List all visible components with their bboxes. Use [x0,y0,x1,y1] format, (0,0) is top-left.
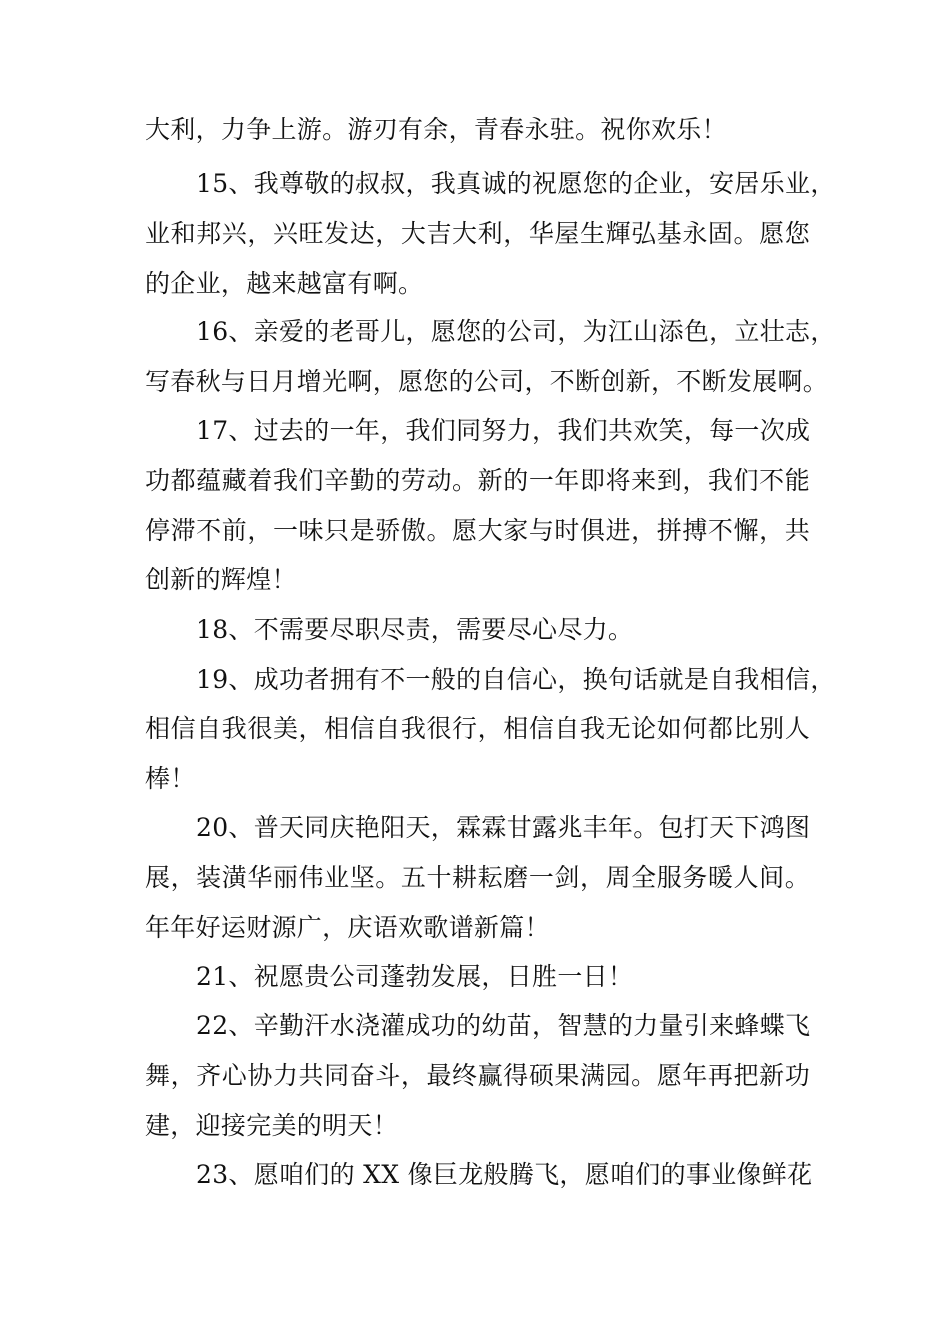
text-line: 棒！ [145,764,196,793]
text-line: 功都蕴藏着我们辛勤的劳动。新的一年即将来到，我们不能 [145,466,810,495]
text-line: 写春秋与日月增光啊，愿您的公司，不断创新，不断发展啊。 [145,367,829,396]
paragraph-21: 21、祝愿贵公司蓬勃发展，日胜一日！ [196,962,634,991]
text-line: 大利，力争上游。游刃有余，青春永驻。祝你欢乐！ [145,115,727,144]
text-line: 年年好运财源广，庆语欢歌谱新篇！ [145,913,550,942]
text-line: 建，迎接完美的明天！ [145,1111,399,1140]
text-line: 业和邦兴，兴旺发达，大吉大利，华屋生輝弘基永固。愿您 [145,219,810,248]
text-line: 相信自我很美，相信自我很行，相信自我无论如何都比别人 [145,714,810,743]
text-line: 展，装潢华丽伟业坚。五十耕耘磨一剑，周全服务暖人间。 [145,863,810,892]
text-line: 舞，齐心协力共同奋斗，最终赢得硕果满园。愿年再把新功 [145,1061,810,1090]
paragraph-19-start: 19、成功者拥有不一般的自信心，换句话就是自我相信， [196,665,836,694]
paragraph-22-start: 22、辛勤汗水浇灌成功的幼苗，智慧的力量引来蜂蝶飞 [196,1011,811,1040]
text-line: 创新的辉煌！ [145,565,297,594]
text-line: 的企业，越来越富有啊。 [145,269,424,298]
paragraph-23-start: 23、愿咱们的 XX 像巨龙般腾飞，愿咱们的事业像鲜花 [196,1160,813,1189]
paragraph-16-start: 16、亲爱的老哥儿，愿您的公司，为江山添色，立壮志， [196,317,836,346]
text-line: 停滞不前，一味只是骄傲。愿大家与时俱进，拼搏不懈，共 [145,516,810,545]
paragraph-18: 18、不需要尽职尽责，需要尽心尽力。 [196,615,634,644]
paragraph-15-start: 15、我尊敬的叔叔，我真诚的祝愿您的企业，安居乐业， [196,169,836,198]
paragraph-20-start: 20、普天同庆艳阳天，霖霖甘露兆丰年。包打天下鸿图 [196,813,811,842]
paragraph-17-start: 17、过去的一年，我们同努力，我们共欢笑，每一次成 [196,416,811,445]
